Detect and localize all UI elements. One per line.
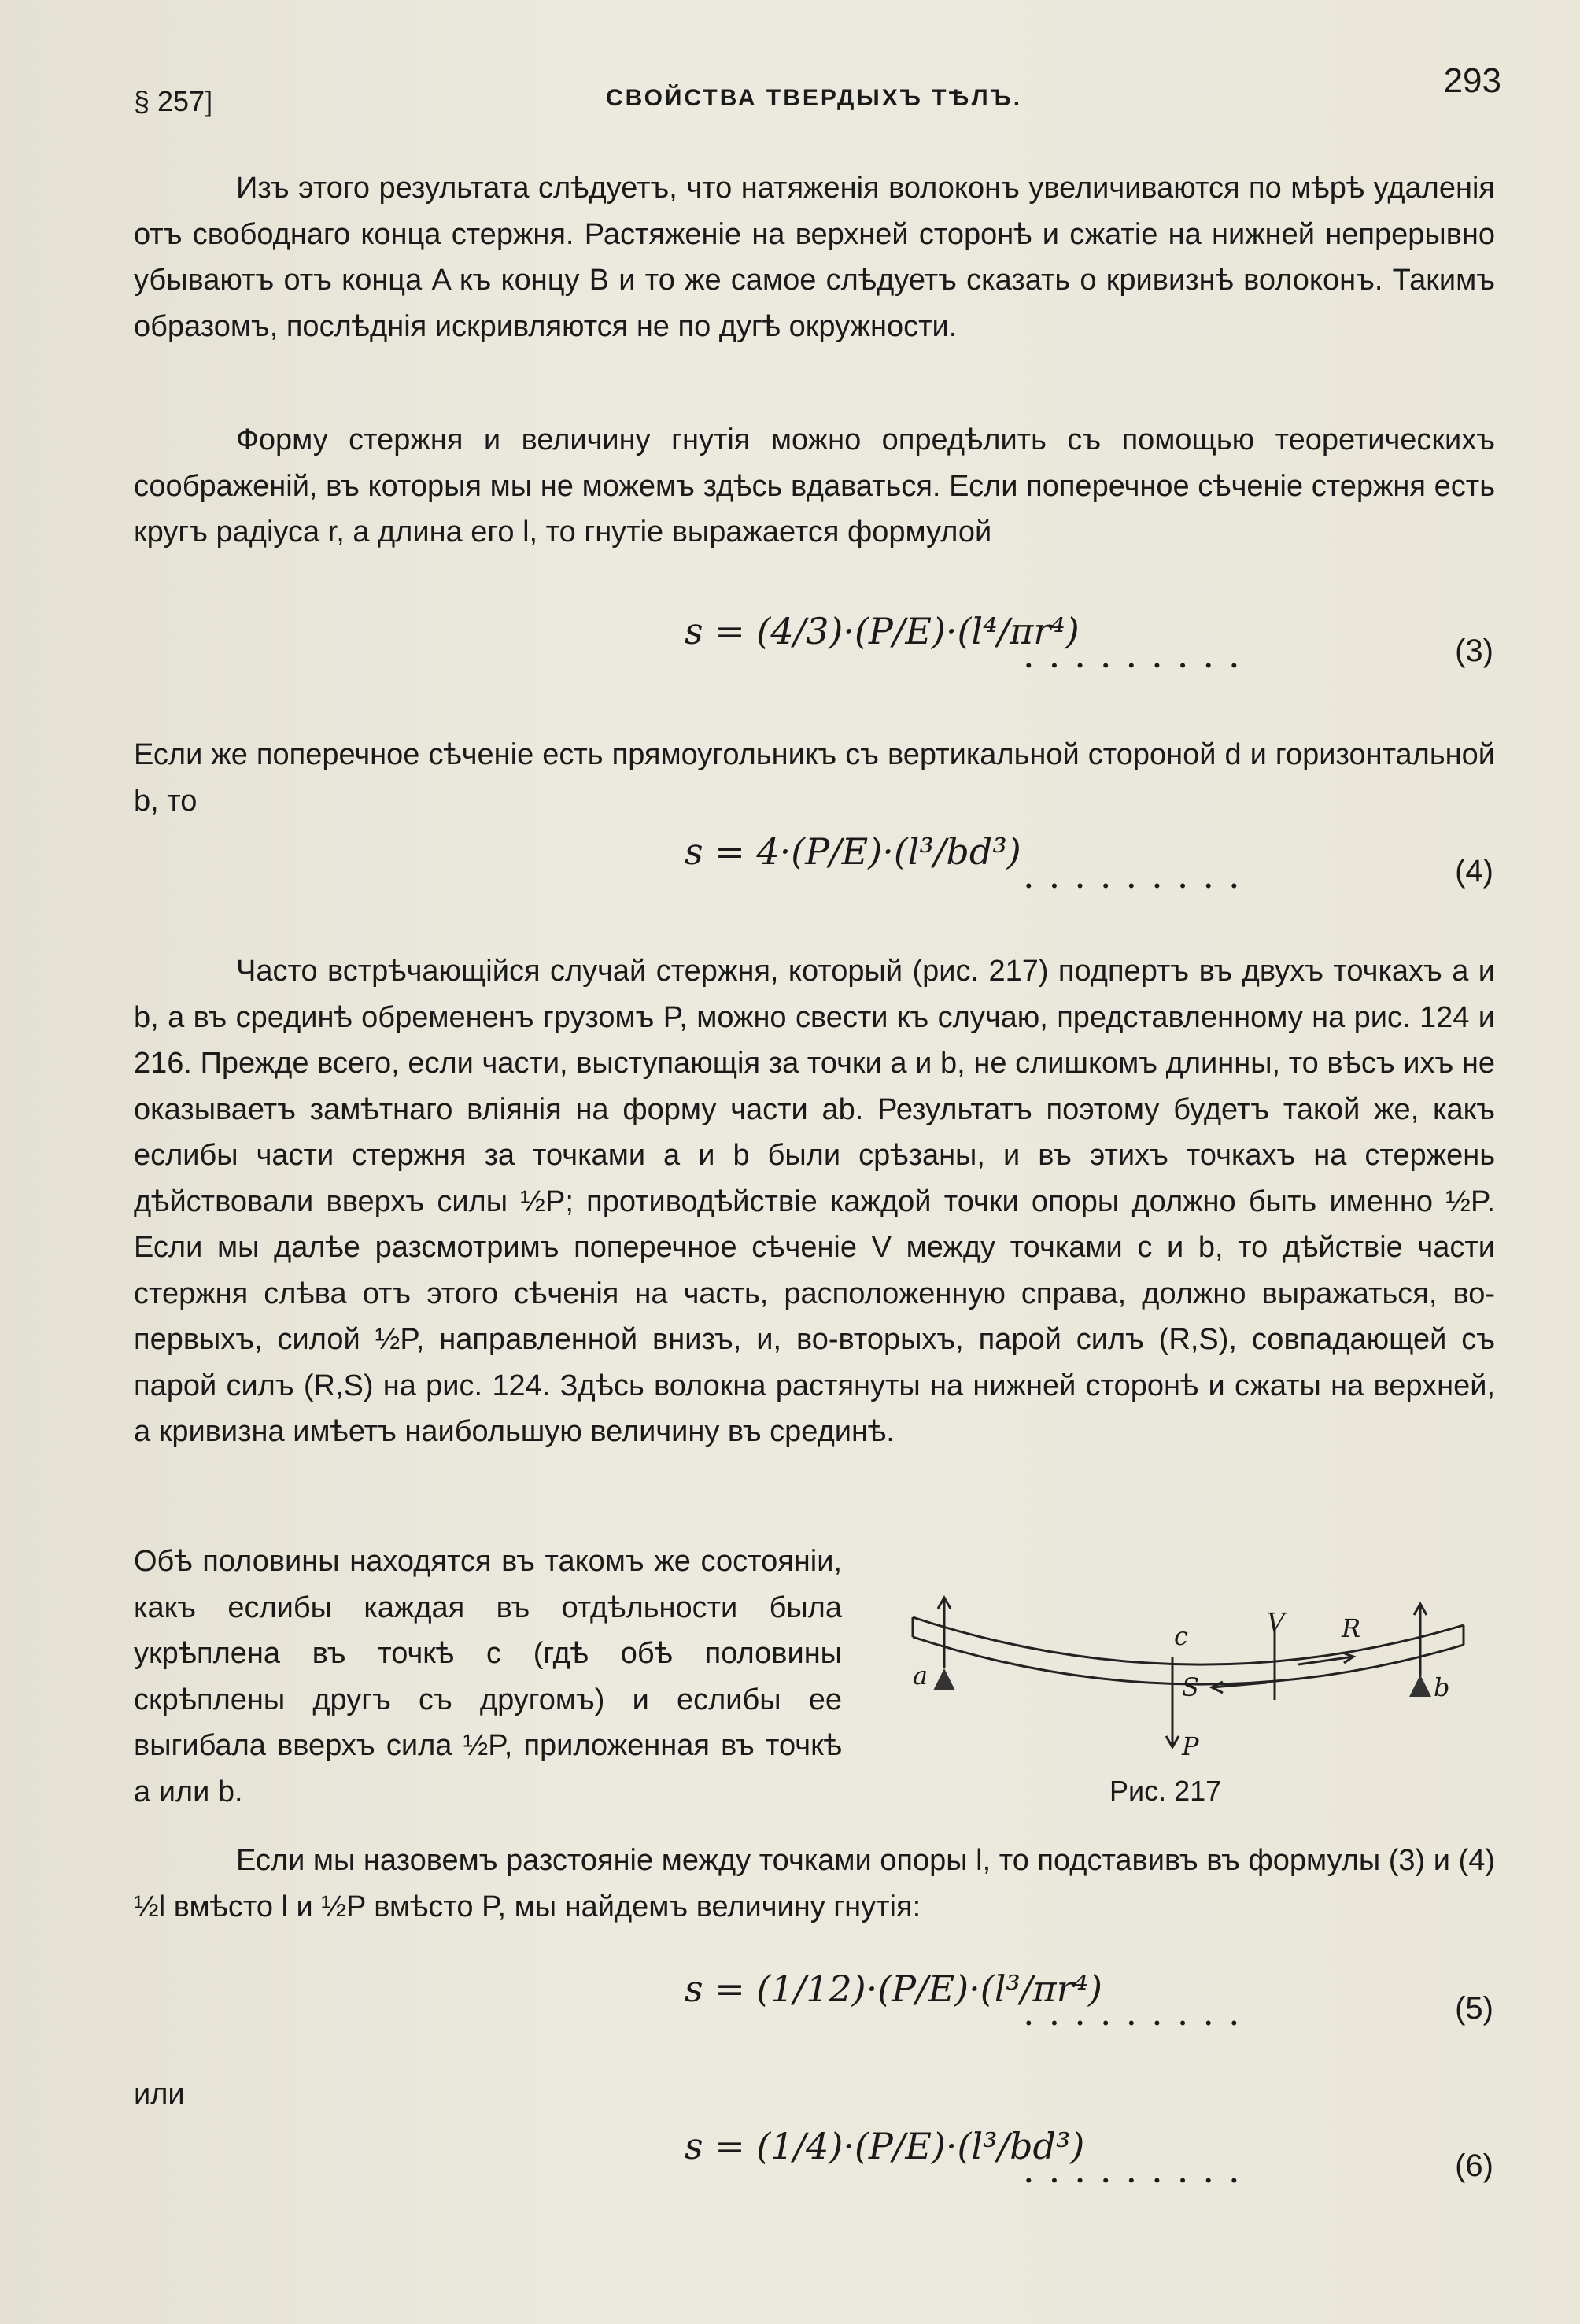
- label-b: b: [1434, 1672, 1450, 1702]
- formula-5-number: (5): [1455, 1991, 1493, 2026]
- formula-4-number: (4): [1455, 854, 1493, 889]
- formula-6-expression: s = (1/4)·(P/E)·(l³/bd³): [685, 2125, 1085, 2167]
- paragraph-5: Обѣ половины находятся въ такомъ же состояніи, какъ еслибы каждая въ отдѣльности была укрѣплена въ точкѣ c (гдѣ обѣ половины скрѣплены другъ съ другомъ) и еслибы ее выгибала вверхъ сила ½P, приложенная въ точкѣ a или b.: [134, 1545, 842, 1809]
- paragraph-2: Форму стержня и величину гнутія можно опредѣлить съ помощью теоретическихъ соображеній, въ которыя мы не можемъ здѣсь вдаваться. Если поперечное сѣченіе стержня есть кругъ радіуса r, а длина его l, то гнутіе выражается формулой: [134, 423, 1495, 549]
- label-P: P: [1182, 1731, 1199, 1761]
- support-a-triangle: [933, 1668, 955, 1690]
- formula-6: [661, 2125, 1493, 2211]
- paragraph-4: Часто встрѣчающійся случай стержня, который (рис. 217) подпертъ въ двухъ точкахъ a и b, а въ срединѣ обремененъ грузомъ P, можно свести къ случаю, представленному на рис. 124 и 216. Прежде всего, если части, выступающія за точки a и b, не слишкомъ длинны, то вѣсъ ихъ не оказываетъ замѣтнаго вліянія на форму части ab. Результатъ поэтому будетъ такой же, какъ еслибы части стержня за точками a и b были срѣзаны, и въ этихъ точкахъ на стержень дѣйствовали вверхъ силы ½P; противодѣйствіе каждой точки опоры должно быть именно ½P. Если мы далѣе разсмотримъ поперечное сѣченіе V между точками c и b, то дѣйствіе части стержня слѣва отъ этого сѣченія на часть, расположенную справа, должно выражаться, во-первыхъ, силой ½P, направленной внизъ, и, во-вторыхъ, парой силъ (R,S), совпадающей съ парой силъ (R,S) на рис. 124. Здѣсь волокна растянуты на нижней сторонѣ и сжаты на верхней, а кривизна имѣетъ наибольшую величину въ срединѣ.: [134, 955, 1495, 1448]
- paragraph-3: Если же поперечное сѣченіе есть прямоугольникъ съ вертикальной стороной d и горизонтальной b, то: [134, 738, 1495, 818]
- label-a: a: [913, 1661, 928, 1690]
- label-R: R: [1342, 1613, 1361, 1643]
- page-number: 293: [1443, 61, 1501, 100]
- chapter-title: СВОЙСТВА ТВЕРДЫХЪ ТѢЛЪ.: [606, 85, 1023, 111]
- label-c: c: [1174, 1621, 1188, 1651]
- formula-4: [661, 830, 1493, 917]
- formula-5-expression: s = (1/12)·(P/E)·(l³/πr⁴): [685, 1967, 1102, 2010]
- formula-5: [661, 1967, 1493, 2054]
- paragraph-6: Если мы назовемъ разстояніе между точками опоры l, то подставивъ въ формулы (3) и (4) ½l вмѣсто l и ½P вмѣсто P, мы найдемъ величину гнутія:: [134, 1844, 1495, 1923]
- running-head: [134, 61, 1501, 116]
- formula-3-number: (3): [1455, 634, 1493, 668]
- formula-3: [661, 610, 1493, 696]
- figure-caption: Рис. 217: [1109, 1775, 1222, 1807]
- formula-4-expression: s = 4·(P/E)·(l³/bd³): [685, 830, 1021, 873]
- beam-top-edge: [913, 1617, 1464, 1664]
- support-b-triangle: [1409, 1675, 1431, 1697]
- formula-6-number: (6): [1455, 2148, 1493, 2183]
- paragraph-1: Изъ этого результата слѣдуетъ, что натяженія волоконъ увеличиваются по мѣрѣ удаленія отъ свободнаго конца стержня. Растяженіе на верхней сторонѣ и сжатіе на нижней непрерывно убываютъ отъ конца A къ концу B и то же самое слѣдуетъ сказать о кривизнѣ волоконъ. Такимъ образомъ, послѣднія искривляются не по дугѣ окружности.: [134, 172, 1495, 343]
- label-S: S: [1182, 1672, 1199, 1702]
- conjunction-or: или: [134, 2078, 185, 2111]
- leader-dots: .........: [1023, 634, 1254, 676]
- label-V: V: [1267, 1607, 1286, 1637]
- leader-dots: .........: [1023, 2148, 1254, 2191]
- section-marker: § 257]: [134, 85, 213, 117]
- leader-dots: .........: [1023, 854, 1254, 896]
- leader-dots: .........: [1023, 1991, 1254, 2034]
- formula-3-expression: s = (4/3)·(P/E)·(l⁴/πr⁴): [685, 610, 1080, 652]
